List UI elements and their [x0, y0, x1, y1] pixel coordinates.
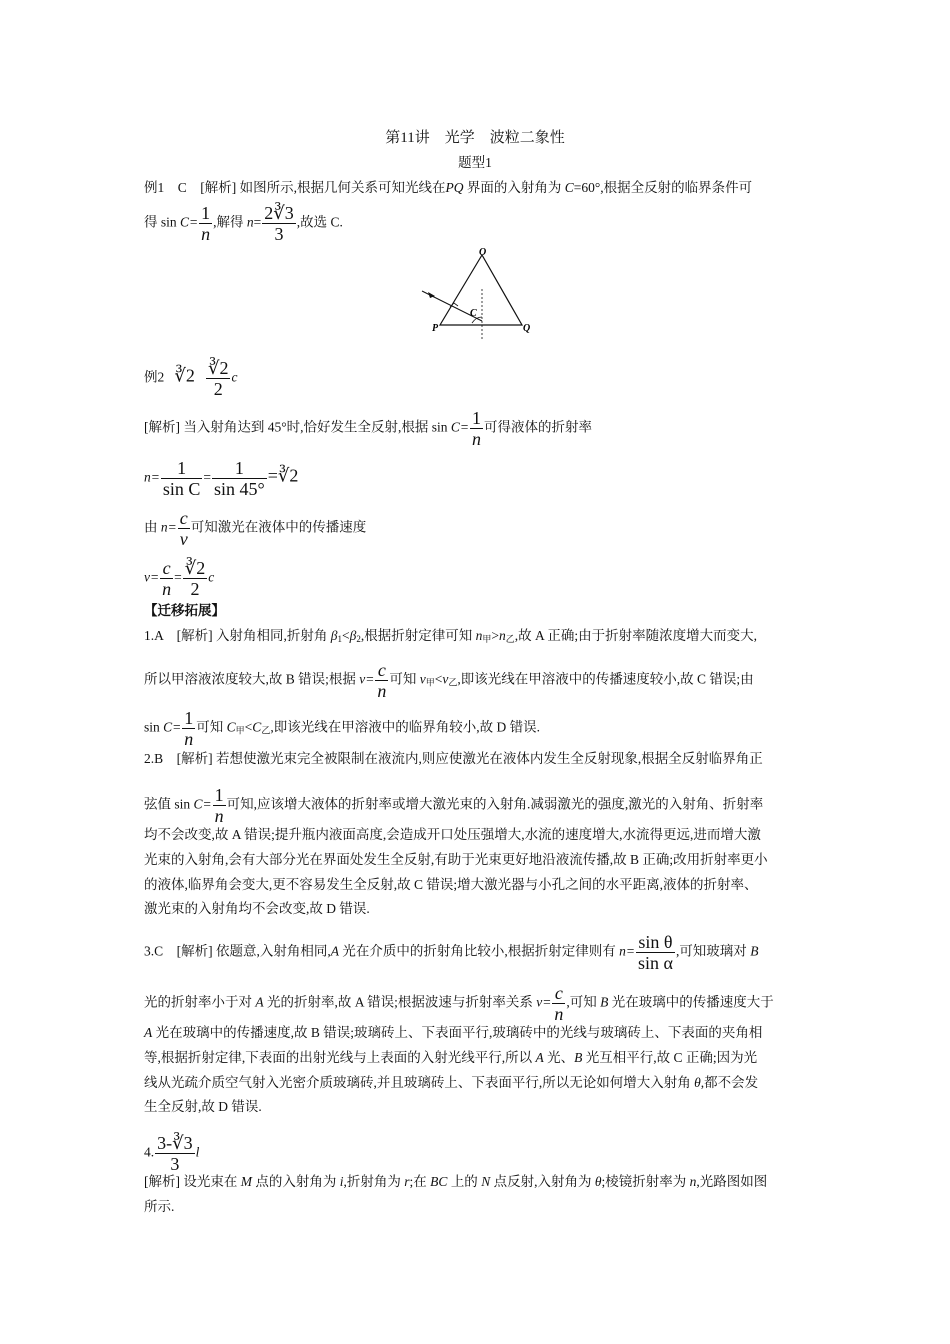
- section-heading: 【迁移拓展】: [144, 603, 225, 618]
- fraction: $\frac{1}{n}$: [184, 708, 194, 749]
- page-title: 第11讲 光学 波粒二象性: [385, 130, 565, 146]
- q4-line1: [解析] 设光束在 M 点的入射角为 i,折射角为 r;在 BC 上的 N 点反射,入射角为 θ;棱镜折射率为 n,光路图如图: [144, 1174, 768, 1189]
- ex2-v: v= $\frac{c}{n}$ = $\frac{∛2}{2}$ c: [144, 558, 215, 599]
- fraction: $\frac{1}{\text{sin C}}$: [162, 458, 201, 499]
- fraction: $\frac{c}{n}$: [554, 983, 564, 1024]
- q2-line4: 光束的入射角,会有大部分光在界面处发生全反射,有助于光束更好地沿液流传播,故 B 正确;改用折射率更小: [144, 852, 768, 867]
- q3-line2: 光的折射率小于对 A 光的折射率,故 A 错误;根据波速与折射率关系 v= $\frac{c}{n}$ ,可知 B 光在玻璃中的传播速度大于: [144, 983, 774, 1024]
- ex2-analysis: [解析] 当入射角达到 45°时,恰好发生全反射,根据 sin C= $\frac{1}{n}$ 可得液体的折射率: [144, 408, 593, 449]
- triangle-opq: [440, 255, 522, 325]
- fraction: $\frac{1}{\sin 45^\circ}$: [214, 458, 265, 499]
- q3-line6: 生全反射,故 D 错误.: [144, 1099, 262, 1114]
- label-p: P: [432, 323, 439, 334]
- q3-line4: 等,根据折射定律,下表面的出射光线与上表面的入射光线平行,所以 A 光、B 光互相平行,故 C 正确;因为光: [144, 1050, 758, 1065]
- triangle-diagram: [410, 243, 550, 343]
- fraction: $\frac{3-∛3}{3}$: [157, 1133, 193, 1174]
- fraction: $\frac{1}{n}$: [201, 203, 211, 244]
- fraction: $\frac{1}{n}$: [472, 408, 482, 449]
- q2-line1: 2.B [解析] 若想使激光束完全被限制在液流内,则应使激光在液体内发生全反射现象,根据全反射临界角正: [144, 751, 763, 766]
- label-c: C: [470, 308, 477, 319]
- q1-line3: sin C= $\frac{1}{n}$ 可知 $C_甲<C_乙$,即该光线在甲溶液中的临界角较小,故 D 错误.: [144, 708, 540, 749]
- fraction: $\frac{∛2}{2}$: [184, 558, 206, 599]
- q2-line5: 的液体,临界角会变大,更不容易发生全反射,故 C 错误;增大激光器与小孔之间的水平距离,液体的折射率、: [144, 877, 758, 892]
- ex2-eq1: n= $\frac{1}{\text{sin C}}$ = $\frac{1}{\sin 45^\circ}$ =∛2: [144, 458, 299, 499]
- fraction: $\frac{1}{n}$: [214, 785, 224, 826]
- q3-line5: 线从光疏介质空气射入光密介质玻璃砖,并且玻璃砖上、下表面平行,所以无论如何增大入射角 θ,都不会发: [144, 1075, 759, 1090]
- fraction: $\frac{2∛3}{3}$: [264, 203, 294, 244]
- q1-line2: 所以甲溶液浓度较大,故 B 错误;根据 v= $\frac{c}{n}$ 可知 $v_甲<v_乙$,即该光线在甲溶液中的传播速度较小,故 C 错误;由: [144, 660, 754, 701]
- ex2-by: 由 n= $\frac{c}{v}$ 可知激光在液体中的传播速度: [144, 508, 367, 549]
- fraction: $\frac{c}{n}$: [377, 660, 387, 701]
- section-subtitle: 题型1: [458, 155, 492, 170]
- q2-line2: 弦值 sin C= $\frac{1}{n}$ 可知,应该增大液体的折射率或增大激光束的入射角.减弱激光的强度,激光的入射角、折射率: [144, 785, 764, 826]
- ex2-answer: 例2 ∛2 $\frac{∛2}{2}$ c: [144, 358, 238, 399]
- fraction: $\frac{\text{sin θ}}{\text{sin α}}$: [638, 932, 673, 973]
- fraction: $\frac{∛2}{2}$: [207, 358, 229, 399]
- fraction: $\frac{c}{n}$: [162, 558, 172, 599]
- fraction: $\frac{c}{v}$: [179, 508, 188, 549]
- q3-line1: 3.C [解析] 依题意,入射角相同,A 光在介质中的折射角比较小,根据折射定律则有 n= $\frac{\text{sin θ}}{\text{sin α}}$ ,可知玻璃对 B: [144, 932, 759, 973]
- q1-line1: 1.A [解析] 入射角相同,折射角 $\beta_1<\beta_2$,根据折射定律可知 $n_甲>n_乙$,故 A 正确;由于折射率随浓度增大而变大,: [144, 628, 758, 644]
- q2-line6: 激光束的入射角均不会改变,故 D 错误.: [144, 901, 370, 916]
- q2-line3: 均不会改变,故 A 错误;提升瓶内液面高度,会造成开口处压强增大,水流的速度增大,水流得更远,进而增大激: [144, 827, 761, 842]
- q4-line2: 所示.: [144, 1199, 175, 1214]
- ex1-line1: 例1 C [解析] 如图所示,根据几何关系可知光线在PQ 界面的入射角为 C=60°,根据全反射的临界条件可: [144, 180, 753, 195]
- ex1-line2: 得 sin C= $\frac{1}{n}$ ,解得 n= $\frac{2∛3}{3}$ ,故选 C.: [144, 203, 343, 244]
- label-q: Q: [523, 323, 531, 334]
- q3-line3: A 光在玻璃中的传播速度,故 B 错误;玻璃砖上、下表面平行,玻璃砖中的光线与玻璃砖上、下表面的夹角相: [144, 1025, 763, 1040]
- label-o: O: [479, 247, 487, 258]
- q4-answer: 4. $\frac{3-∛3}{3}$ l: [144, 1133, 200, 1174]
